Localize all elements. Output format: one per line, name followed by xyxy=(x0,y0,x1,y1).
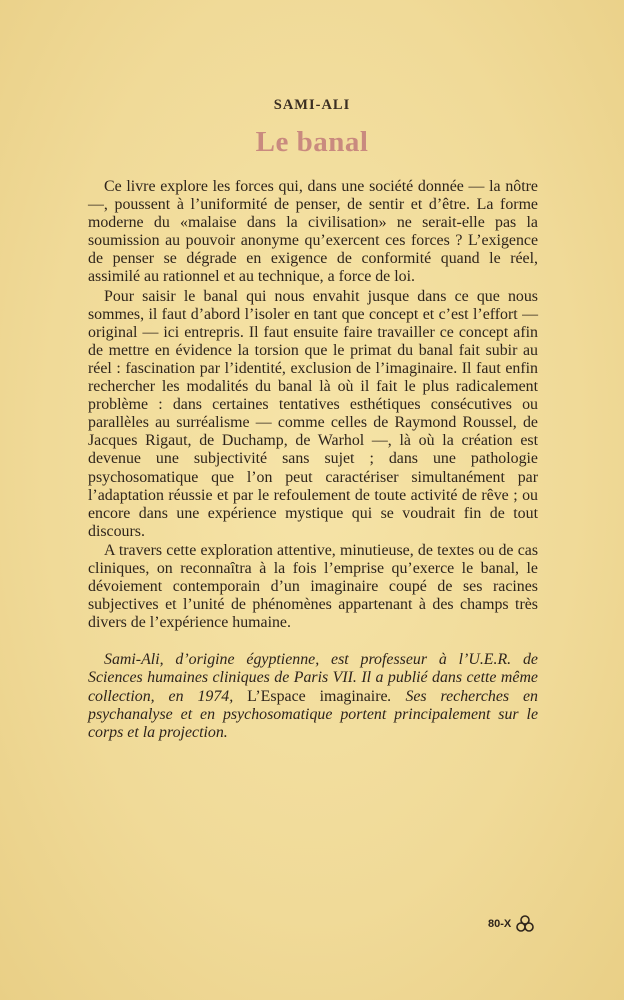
blurb-text xyxy=(88,178,538,743)
blurb-paragraph-2: Pour saisir le banal qui nous envahit jusque dans ce que nous sommes, il faut d’abord l’isoler en tant que concept et c’est l’effort — original — ici entrepris. Il faut ensuite faire travailler ce concept afin de mettre en évidence la torsion que le primat du banal fait subir au réel : fascination par l’identité, exclusion de l’imaginaire. Il faut enfin rechercher les modalités du banal là où il fait le plus radicalement problème : dans certaines tentatives esthétiques consécutives ou parallèles au surréalisme — comme celles de Raymond Roussel, de Jacques Rigaut, de Duchamp, de Warhol —, là où la création est devenue une subjectivité sans sujet ; dans une pathologie psychosomatique que l’on peut caractériser simultanément par l’adaptation réussie et par le refoulement de toute activité de rêve ; ou encore dans une expérience mystique qui se voudrait fin de tout discours. xyxy=(88,287,538,540)
author-bio xyxy=(88,651,538,741)
book-title: Le banal xyxy=(255,126,369,158)
blurb-paragraph-1: Ce livre explore les forces qui, dans une société donnée — la nôtre —, poussent à l’uniformité de penser, de sentir et d’être. La forme moderne du «malaise dans la civilisation» ne serait-elle pas la soumission au pouvoir anonyme qu’exercent ces forces ? L’exigence de penser se dégrade en exigence de conformité quand le réel, assimilé au rationnel et au technique, a force de loi. xyxy=(88,178,538,286)
catalog-code-text: 80-X xyxy=(488,918,512,930)
trefoil-knot-icon xyxy=(515,914,535,934)
author-bio-book-title: L’Espace imaginaire xyxy=(247,687,388,705)
catalog-code xyxy=(488,914,535,934)
author-bio-text-1: Sami-Ali, d’origine égyptienne, est professeur à l’U.E.R. de Sciences humaines cliniques de Paris VII. Il a publié dans cette même collection, en 1974, xyxy=(88,651,538,705)
author-name: SAMI-ALI xyxy=(273,97,351,113)
blurb-paragraph-3: A travers cette exploration attentive, minutieuse, de textes ou de cas cliniques, on reconnaîtra à la fois l’emprise qu’exerce le banal, le dévoiement contemporain d’un imaginaire coupé de ses racines subjectives et l’unité de phénomènes appartenant à des champs très divers de l’expérience humaine. xyxy=(88,541,538,632)
author-bio-text-2: . Ses recherches en psychanalyse et en psychosomatique portent principalement sur le corps et la projection. xyxy=(88,687,538,741)
